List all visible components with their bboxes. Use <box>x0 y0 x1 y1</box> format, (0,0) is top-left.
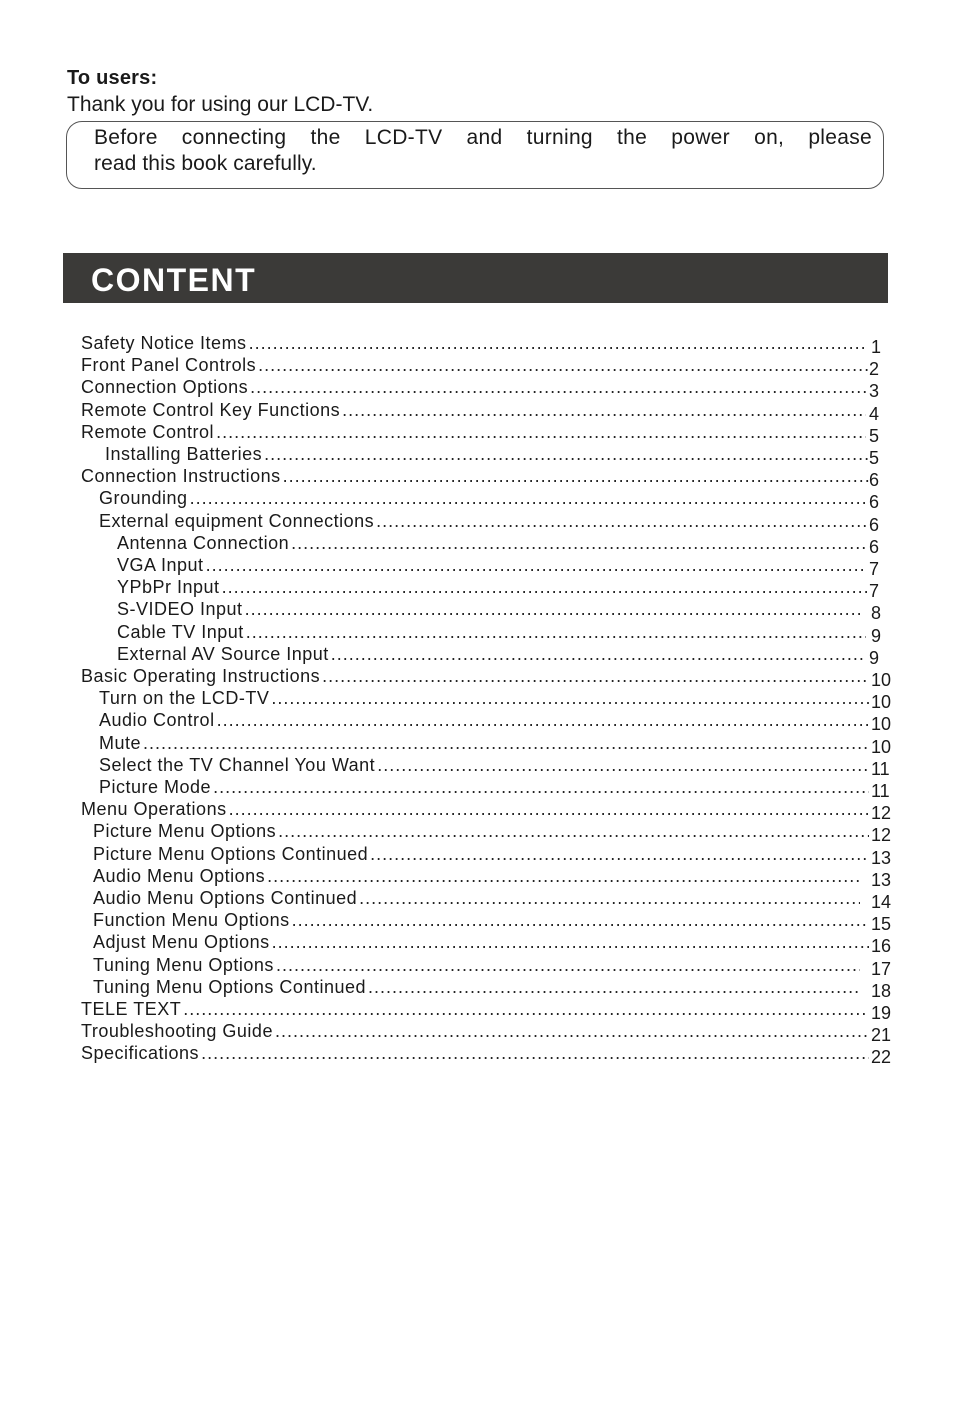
toc-page-number: 4 <box>869 403 880 424</box>
toc-entry <box>117 644 863 666</box>
toc-entry-label: Tuning Menu Options Continued <box>93 976 366 997</box>
toc-leader-dots <box>250 377 869 398</box>
toc-page-number: 6 <box>869 492 880 513</box>
toc-entry <box>117 622 866 644</box>
toc-page-number: 12 <box>871 825 892 846</box>
toc-leader-dots <box>143 733 869 754</box>
notice-text-line-1: Before connecting the LCD-TV and turning the power on, please <box>94 126 872 149</box>
toc-entry <box>93 932 869 954</box>
toc-entry <box>93 955 860 977</box>
toc-leader-dots <box>206 555 866 576</box>
toc-entry-label: Safety Notice Items <box>81 333 247 353</box>
toc-leader-dots <box>216 422 866 443</box>
toc-leader-dots <box>267 866 860 887</box>
toc-leader-dots <box>276 955 860 976</box>
toc-entry-label: Audio Menu Options <box>93 865 266 886</box>
toc-entry-label: Antenna Connection <box>117 532 290 553</box>
toc-entry-label: Menu Operations <box>81 799 227 820</box>
content-title: CONTENT <box>91 262 257 298</box>
toc-entry <box>105 444 869 466</box>
toc-page-number: 10 <box>871 670 892 690</box>
toc-entry-label: Connection Instructions <box>81 466 281 487</box>
toc-page-number: 5 <box>869 448 880 468</box>
toc-entry-label: External equipment Connections <box>99 510 375 531</box>
toc-entry <box>117 577 869 599</box>
toc-entry-label: Select the TV Channel You Want <box>99 754 376 775</box>
toc-leader-dots <box>264 444 869 465</box>
toc-page-number: 6 <box>869 470 880 491</box>
toc-entry <box>93 888 860 910</box>
toc-leader-dots <box>217 710 869 731</box>
toc-page-number: 14 <box>871 892 892 912</box>
intro-heading: To users: <box>67 67 158 89</box>
toc-entry <box>117 533 866 555</box>
toc-entry-label: External AV Source Input <box>117 643 329 664</box>
toc-page-number: 1 <box>871 337 882 357</box>
toc-entry-label: TELE TEXT <box>81 999 182 1019</box>
toc-entry <box>93 977 858 999</box>
toc-leader-dots <box>222 577 869 598</box>
toc-entry <box>81 377 869 399</box>
toc-entry <box>99 777 869 799</box>
thanks-line: Thank you for using our LCD-TV. <box>67 93 374 116</box>
toc-entry-label: Front Panel Controls <box>81 355 257 376</box>
toc-page-number: 10 <box>871 692 892 713</box>
toc-entry <box>81 422 866 444</box>
toc-entry-label: Tuning Menu Options <box>93 954 274 975</box>
toc-page-number: 15 <box>871 914 892 935</box>
toc-page-number: 9 <box>871 625 882 646</box>
toc-page-number: 12 <box>871 803 892 824</box>
toc-entry-label: Remote Control <box>81 421 215 442</box>
toc-entry <box>81 666 869 688</box>
toc-page-number: 16 <box>871 936 892 957</box>
toc-entry <box>117 555 866 577</box>
toc-entry <box>99 733 869 755</box>
toc-entry-label: Picture Menu Options <box>93 821 277 842</box>
toc-leader-dots <box>322 666 869 687</box>
toc-leader-dots <box>190 488 869 509</box>
toc-leader-dots <box>258 355 868 376</box>
toc-entry-label: Specifications <box>81 1043 200 1064</box>
toc-page-number: 13 <box>871 847 892 868</box>
toc-leader-dots <box>283 466 869 487</box>
toc-page-number: 11 <box>871 781 890 801</box>
notice-text-line-2: read this book carefully. <box>94 152 317 175</box>
toc-page-number: 13 <box>871 869 892 890</box>
toc-leader-dots <box>183 999 869 1020</box>
toc-page-number: 21 <box>871 1025 892 1046</box>
toc-leader-dots <box>229 799 869 820</box>
toc-entry <box>81 1043 869 1065</box>
toc-leader-dots <box>275 1021 869 1042</box>
toc-entry-label: Adjust Menu Options <box>93 932 270 953</box>
toc-entry-label: Mute <box>99 732 142 753</box>
toc-leader-dots <box>271 688 869 709</box>
toc-entry <box>81 999 869 1021</box>
toc-leader-dots <box>291 533 866 554</box>
toc-entry <box>81 466 869 488</box>
toc-page-number: 7 <box>869 559 880 579</box>
toc-leader-dots <box>278 821 869 842</box>
toc-page-number: 6 <box>869 536 880 557</box>
toc-entry-label: VGA Input <box>117 555 204 575</box>
toc-entry <box>81 400 866 422</box>
toc-leader-dots <box>272 932 869 953</box>
toc-entry-label: Audio Menu Options Continued <box>93 888 358 908</box>
toc-page-number: 7 <box>869 581 880 602</box>
toc-entry <box>99 488 869 510</box>
toc-page-number: 11 <box>871 758 890 779</box>
toc-page-number: 9 <box>869 647 880 668</box>
toc-page-number: 3 <box>869 381 880 402</box>
toc-entry-label: Picture Menu Options Continued <box>93 843 369 864</box>
toc-entry <box>99 688 869 710</box>
toc-entry <box>81 1021 869 1043</box>
toc-entry-label: Function Menu Options <box>93 910 290 931</box>
toc-entry-label: Grounding <box>99 488 188 509</box>
toc-entry <box>81 799 869 821</box>
toc-leader-dots <box>292 910 869 931</box>
toc-page-number: 17 <box>871 958 892 979</box>
toc-leader-dots <box>331 644 863 665</box>
toc-entry <box>93 844 869 866</box>
toc-entry <box>99 710 869 732</box>
toc-page-number: 6 <box>869 514 880 535</box>
toc-entry-label: Remote Control Key Functions <box>81 399 341 420</box>
toc-entry-label: Installing Batteries <box>105 444 263 464</box>
toc-entry <box>93 821 869 843</box>
toc-entry <box>99 755 869 777</box>
toc-entry-label: Cable TV Input <box>117 621 244 642</box>
toc-leader-dots <box>249 333 866 354</box>
toc-page-number: 2 <box>869 359 880 380</box>
toc-leader-dots <box>359 888 860 909</box>
toc-leader-dots <box>377 755 869 776</box>
toc-entry <box>93 866 860 888</box>
toc-entry-label: YPbPr Input <box>117 577 220 598</box>
toc-entry-label: Turn on the LCD-TV <box>99 688 270 709</box>
toc-leader-dots <box>201 1043 869 1064</box>
toc-leader-dots <box>370 844 869 865</box>
toc-entry-label: Connection Options <box>81 377 249 398</box>
toc-page-number: 22 <box>871 1047 892 1068</box>
toc-entry <box>81 355 868 377</box>
toc-page-number: 10 <box>871 714 892 735</box>
content-banner <box>63 253 888 303</box>
toc-entry <box>99 511 869 533</box>
toc-leader-dots <box>245 599 860 620</box>
toc-page-number: 8 <box>871 603 882 624</box>
toc-leader-dots <box>246 622 866 643</box>
toc-page-number: 10 <box>871 736 892 757</box>
toc-leader-dots <box>368 977 858 998</box>
toc-entry <box>81 333 866 355</box>
toc-leader-dots <box>342 400 866 421</box>
toc-entry-label: Picture Mode <box>99 777 212 797</box>
toc-page-number: 19 <box>871 1003 892 1023</box>
toc-entry-label: Troubleshooting Guide <box>81 1021 273 1042</box>
toc-page-number: 5 <box>869 425 880 446</box>
toc-entry-label: S-VIDEO Input <box>117 599 243 620</box>
toc-leader-dots <box>213 777 869 798</box>
toc-page-number: 18 <box>871 980 892 1001</box>
toc-entry <box>117 599 860 621</box>
toc-entry-label: Basic Operating Instructions <box>81 666 321 686</box>
toc-leader-dots <box>376 511 869 532</box>
toc-entry <box>93 910 869 932</box>
toc-entry-label: Audio Control <box>99 710 215 731</box>
